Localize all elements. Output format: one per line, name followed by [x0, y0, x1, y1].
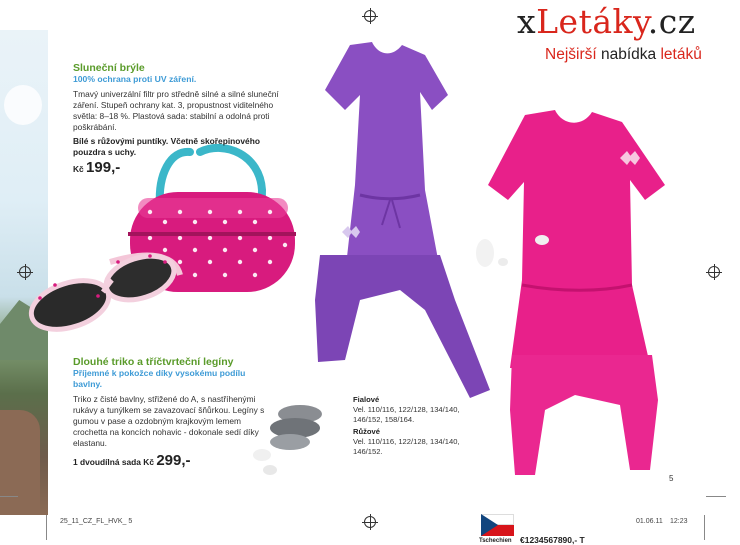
product-code: €1234567890,- T [520, 535, 585, 545]
sunglasses-image [25, 248, 180, 338]
tagline-word-2: nabídka [600, 46, 657, 63]
sunglasses-subtitle: 100% ochrana proti UV záření. [73, 74, 197, 84]
outfit-title: Dlouhé triko a tříčtvrteční legíny [73, 356, 234, 368]
sunglasses-product-info [73, 63, 288, 175]
tagline-word-3: letáků [660, 46, 702, 63]
czech-flag-icon [481, 514, 514, 536]
trim-line [704, 515, 705, 540]
footer-date: 01.06.11 [636, 518, 663, 525]
pink-outfit-image [488, 110, 665, 475]
trim-line [46, 515, 47, 540]
country-label: Tschechien [479, 538, 512, 544]
trim-line [706, 496, 726, 497]
page-number: 5 [669, 474, 674, 483]
outfit-sizes [353, 395, 478, 457]
tagline-word-1: Nejširší [545, 46, 597, 63]
sunglasses-description: Tmavý univerzální filtr pro středně silné a silné sluneční záření. Stupeň ochrany kat. 3, propustnost viditelného světla: 8–18 %. Plastová sada: stabilní a odolná proti poškrábání. [73, 89, 279, 132]
violet-label: Fialové [353, 395, 380, 404]
outfit-product-info [73, 357, 268, 468]
sunglasses-price [73, 159, 288, 176]
pink-sizes: Vel. 110/116, 122/128, 134/140, 146/152. [353, 437, 460, 456]
outfit-subtitle: Příjemné k pokožce díky vysokému podílu bavlny. [73, 368, 246, 389]
sunglasses-extra: Bílé s růžovými puntíky. Včetně skořepinového pouzdra s uchy. [73, 136, 260, 157]
footer-file-name: 25_11_CZ_FL_HVK_ 5 [60, 518, 133, 525]
sunglasses-currency: Kč [73, 164, 84, 174]
sunglasses-title: Sluneční brýle [73, 62, 145, 74]
outfit-price [73, 452, 268, 469]
logo-part-cz: .cz [647, 2, 696, 41]
violet-sizes: Vel. 110/116, 122/128, 134/140, 146/152, 158/164. [353, 405, 460, 424]
trim-line [0, 496, 18, 497]
outfit-price-value: 299,- [156, 452, 191, 469]
sunglasses-price-value: 199,- [86, 159, 121, 176]
logo-part-x: x [517, 2, 537, 41]
pink-label: Růžové [353, 427, 381, 436]
outfit-set-label: 1 dvoudílná sada Kč [73, 457, 154, 467]
violet-outfit-image [315, 42, 490, 398]
logo-part-letaky: Letáky [536, 2, 648, 41]
outfit-description: Triko z čisté bavlny, střižené do A, s nastříhenými rukávy a tunýlkem se zavazovací šňůrkou. Legíny s gumou v pase a ozdobným krajkovým lemem crochetta na koncích nohavic - dokonale sedí díky elastanu. [73, 394, 265, 448]
footer-time: 12:23 [670, 518, 688, 525]
